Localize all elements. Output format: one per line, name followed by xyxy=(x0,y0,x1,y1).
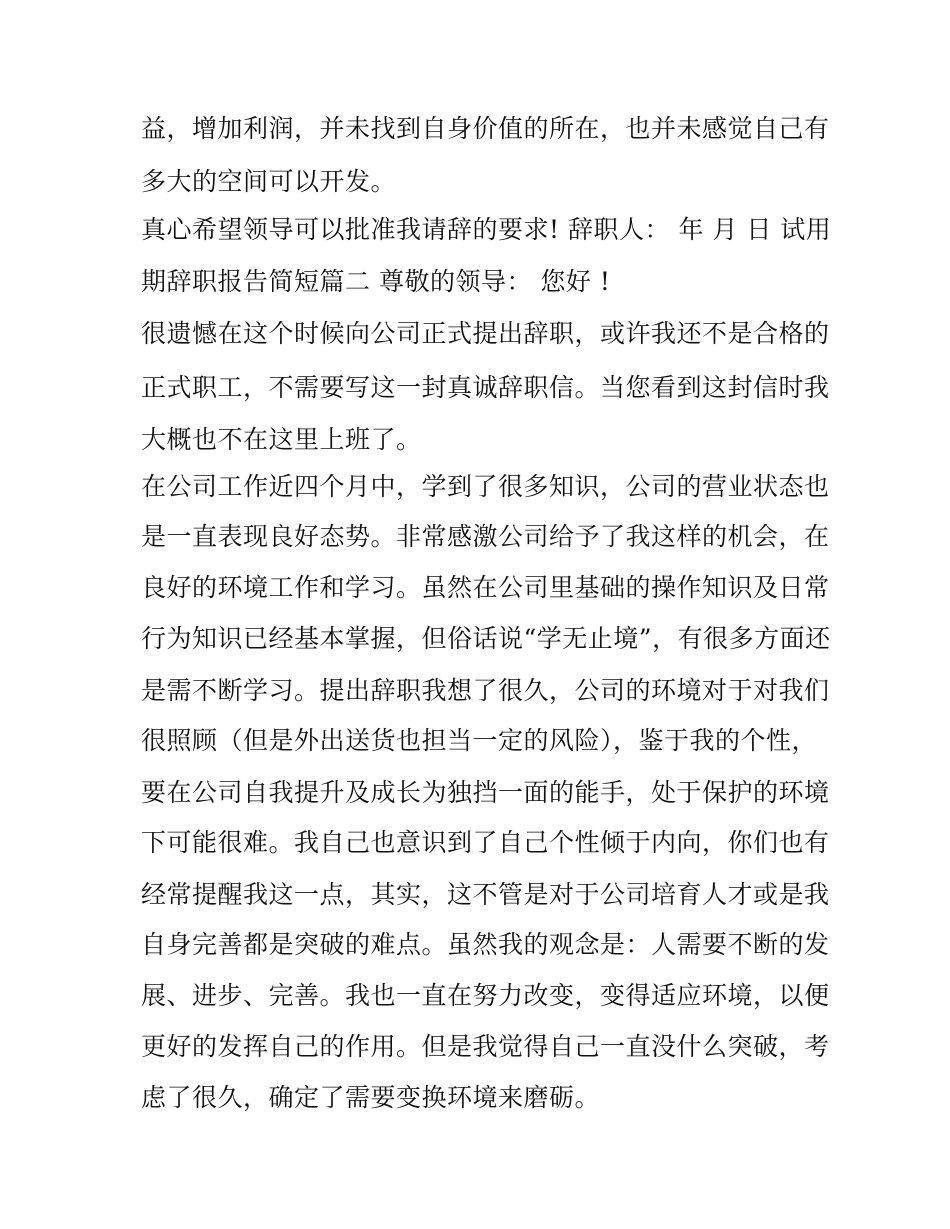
text-line: 期辞职报告简短篇二 尊敬的领导： 您好 ! xyxy=(141,267,611,296)
text-line: 自身完善都是突破的难点。虽然我的观念是：人需要不断的发 xyxy=(141,930,830,959)
text-line: 下可能很难。我自己也意识到了自己个性倾于内向，你们也有 xyxy=(141,828,830,857)
text-line: 正式职工，不需要写这一封真诚辞职信。当您看到这封信时我 xyxy=(141,373,830,402)
text-line: 在公司工作近四个月中，学到了很多知识，公司的营业状态也 xyxy=(141,472,830,501)
text-line: 真心希望领导可以批准我请辞的要求! 辞职人： 年 月 日 试用 xyxy=(141,215,832,244)
text-line: 大概也不在这里上班了。 xyxy=(141,425,422,454)
text-line: 经常提醒我这一点，其实，这不管是对于公司培育人才或是我 xyxy=(141,880,830,909)
text-line: 更好的发挥自己的作用。但是我觉得自己一直没什么突破，考 xyxy=(141,1032,830,1061)
text-line: 多大的空间可以开发。 xyxy=(141,167,397,196)
text-line: 益，增加利润，并未找到自身价值的所在，也并未感觉自己有 xyxy=(141,114,830,143)
text-line: 行为知识已经基本掌握，但俗话说“学无止境”，有很多方面还 xyxy=(141,624,831,653)
text-line: 很照顾（但是外出送货也担当一定的风险），鉴于我的个性， xyxy=(141,726,818,755)
text-line: 是需不断学习。提出辞职我想了很久，公司的环境对于对我们 xyxy=(141,676,830,705)
text-line: 要在公司自我提升及成长为独挡一面的能手，处于保护的环境 xyxy=(141,778,830,807)
text-line: 良好的环境工作和学习。虽然在公司里基础的操作知识及日常 xyxy=(141,573,830,602)
text-line: 虑了很久，确定了需要变换环境来磨砺。 xyxy=(141,1083,601,1112)
text-line: 是一直表现良好态势。非常感激公司给予了我这样的机会，在 xyxy=(141,522,830,551)
text-line: 展、进步、完善。我也一直在努力改变，变得适应环境，以便 xyxy=(141,981,830,1010)
text-line: 很遗憾在这个时候向公司正式提出辞职，或许我还不是合格的 xyxy=(141,319,830,348)
